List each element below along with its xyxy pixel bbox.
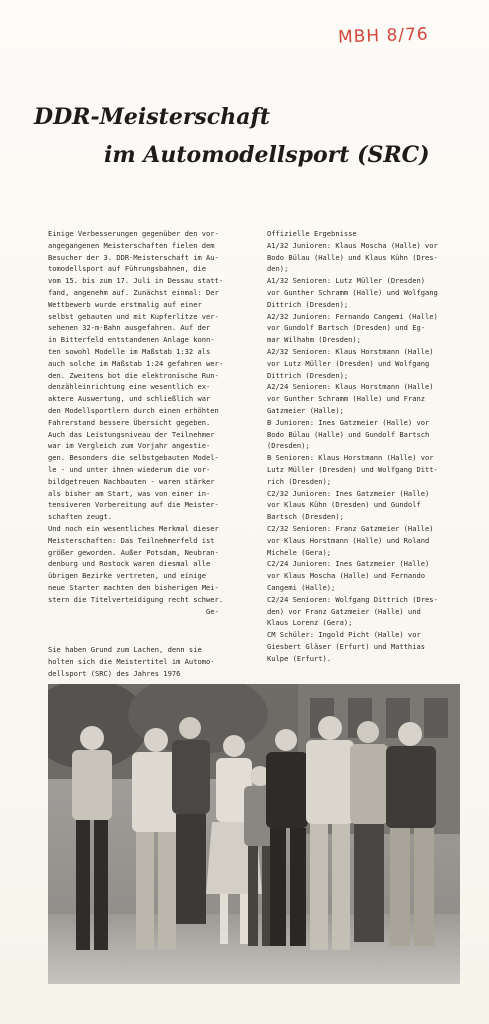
body-text-line: Fahrerstand bessere Übersicht gegeben. <box>48 417 211 427</box>
caption-line: holten sich die Meistertitel im Automo- <box>48 656 215 666</box>
handwritten-note: MBH 8/76 <box>337 24 430 48</box>
result-line: Offizielle Ergebnisse <box>267 229 357 238</box>
result-line: Dittrich (Dresden); <box>267 299 349 309</box>
body-text-line: tomodellsport auf Führungsbahnen, die <box>48 264 207 274</box>
body-text-line: in Bitterfeld entstandenen Anlage konn- <box>48 335 215 345</box>
result-line: A2/32 Junioren: Fernando Cangemi (Halle) <box>267 311 438 321</box>
body-text-line: ten sowohl Modelle im Maßstab 1:32 als <box>48 346 211 356</box>
body-text-line: denburg und Rostock waren diesmal alle <box>48 559 211 569</box>
body-text-line: Meisterschaften: Das Teilnehmerfeld ist <box>48 535 215 545</box>
result-line: Lutz Müller (Dresden) und Wolfgang Ditt- <box>267 464 438 474</box>
result-line: vor Lutz Müller (Dresden) und Wolfgang <box>267 358 430 368</box>
result-line: A1/32 Senioren: Lutz Müller (Dresden) <box>267 276 426 286</box>
result-line: vor Gunther Schramm (Halle) und Wolfgang <box>267 287 438 297</box>
article-body-column <box>48 228 256 617</box>
body-text-line: auch solche im Maßstab 1:24 gefahren wer- <box>48 358 224 368</box>
result-line: den) vor Franz Gatzmeier (Halle) und <box>267 606 421 616</box>
body-text-line: übrigen Bezirke vertreten, und einige <box>48 571 207 581</box>
photo-caption <box>48 644 258 679</box>
result-line: Kulpe (Erfurt). <box>267 653 332 663</box>
body-text-line: schaften zeugt. <box>48 512 113 522</box>
body-text-line: Und noch ein wesentliches Merkmal dieser <box>48 523 219 533</box>
result-line: den); <box>267 264 289 274</box>
body-text-line: sehenen 32-m-Bahn ausgefahren. Auf der <box>48 323 211 333</box>
body-text-line: den Modellsportlern durch einen erhöhten <box>48 405 219 415</box>
result-line: A2/24 Senioren: Klaus Horstmann (Halle) <box>267 382 434 392</box>
body-text-line: selbst gebauten und mit Kupferlitze ver- <box>48 311 219 321</box>
body-text-line: vom 15. bis zum 17. Juli in Dessau statt- <box>48 276 224 286</box>
caption-line: Sie haben Grund zum Lachen, denn sie <box>48 645 202 654</box>
result-line: C2/32 Senioren: Franz Gatzmeier (Halle) <box>267 523 434 533</box>
body-text-line: Auch das Leistungsniveau der Teilnehmer <box>48 429 215 439</box>
result-line: Bodo Bülau (Halle) und Klaus Kühn (Dres- <box>267 252 438 262</box>
body-text-line: den. Zweitens bot die elektronische Run- <box>48 370 219 380</box>
body-text-line: Einige Verbesserungen gegenüber den vor- <box>48 229 219 238</box>
body-text-line: gen. Besonders die selbstgebauten Model- <box>48 453 219 463</box>
body-text-line: le - und unter ihnen wiederum die vor- <box>48 464 211 474</box>
result-line: (Dresden); <box>267 441 310 451</box>
result-line: C2/24 Senioren: Wolfgang Dittrich (Dres- <box>267 594 438 604</box>
body-text-line: war im Vergleich zum Vorjahr angestie- <box>48 441 211 451</box>
body-text-line: neue Starter machten den bisherigen Mei- <box>48 582 219 592</box>
result-line: Gatzmeier (Halle); <box>267 405 344 415</box>
result-line: Bartsch (Dresden); <box>267 512 344 522</box>
result-line: B Junioren: Ines Gatzmeier (Halle) vor <box>267 417 430 427</box>
body-text-line: Wettbewerb wurde erstmalig auf einer <box>48 299 202 309</box>
result-line: Giesbert Gläser (Erfurt) und Matthias <box>267 641 426 651</box>
result-line: Cangemi (Halle); <box>267 582 336 592</box>
result-line: rich (Dresden); <box>267 476 332 486</box>
result-line: C2/24 Junioren: Ines Gatzmeier (Halle) <box>267 559 430 569</box>
team-photo <box>48 684 460 984</box>
body-text-line: stern die Titelverteidigung recht schwer. <box>48 594 224 604</box>
result-line: Dittrich (Dresden); <box>267 370 349 380</box>
body-text-line: denzähleinrichtung eine wesentlich ex- <box>48 382 211 392</box>
result-line: Michele (Gera); <box>267 547 332 557</box>
result-line: mar Wilhahm (Dresden); <box>267 335 361 345</box>
result-line: B Senioren: Klaus Horstmann (Halle) vor <box>267 453 434 463</box>
result-line: vor Gunther Schramm (Halle) und Franz <box>267 394 426 404</box>
headline-line-1: DDR-Meisterschaft <box>34 104 271 130</box>
body-text-line: als bisher am Start, was von einer in- <box>48 488 211 498</box>
result-line: CM Schüler: Ingold Picht (Halle) vor <box>267 630 421 640</box>
result-line: vor Klaus Moscha (Halle) und Fernando <box>267 571 426 581</box>
result-line: vor Klaus Kühn (Dresden) und Gundolf <box>267 500 421 510</box>
body-text-line: bildgetreuen Nachbauten - waren stärker <box>48 476 215 486</box>
body-text-line: aktere Auswertung, und schließlich war <box>48 394 211 404</box>
result-line: A2/32 Senioren: Klaus Horstmann (Halle) <box>267 346 434 356</box>
body-text-line: fand, angenehm auf. Zunächst einmal: Der <box>48 287 219 297</box>
result-line: C2/32 Junioren: Ines Gatzmeier (Halle) <box>267 488 430 498</box>
headline-line-2: im Automodellsport (SRC) <box>104 142 430 168</box>
result-line: vor Klaus Horstmann (Halle) und Roland <box>267 535 430 545</box>
body-text-line: größer geworden. Außer Potsdam, Neubran- <box>48 547 219 557</box>
body-text-line: Besucher der 3. DDR-Meisterschaft im Au- <box>48 252 219 262</box>
result-line: Klaus Lorenz (Gera); <box>267 618 353 628</box>
result-line: Bodo Bülau (Halle) und Gundolf Bartsch <box>267 429 430 439</box>
body-text-line: angegangenen Meisterschaften fielen dem <box>48 240 215 250</box>
body-text-line: tensiveren Vorbereitung auf die Meister- <box>48 500 219 510</box>
team-photo-image <box>48 684 460 984</box>
caption-line: dellsport (SRC) des Jahres 1976 <box>48 668 181 678</box>
result-line: A1/32 Junioren: Klaus Moscha (Halle) vor <box>267 240 438 250</box>
results-column <box>267 228 475 664</box>
result-line: vor Gundolf Bartsch (Dresden) und Eg- <box>267 323 426 333</box>
body-text-line: Ge- <box>48 606 219 616</box>
